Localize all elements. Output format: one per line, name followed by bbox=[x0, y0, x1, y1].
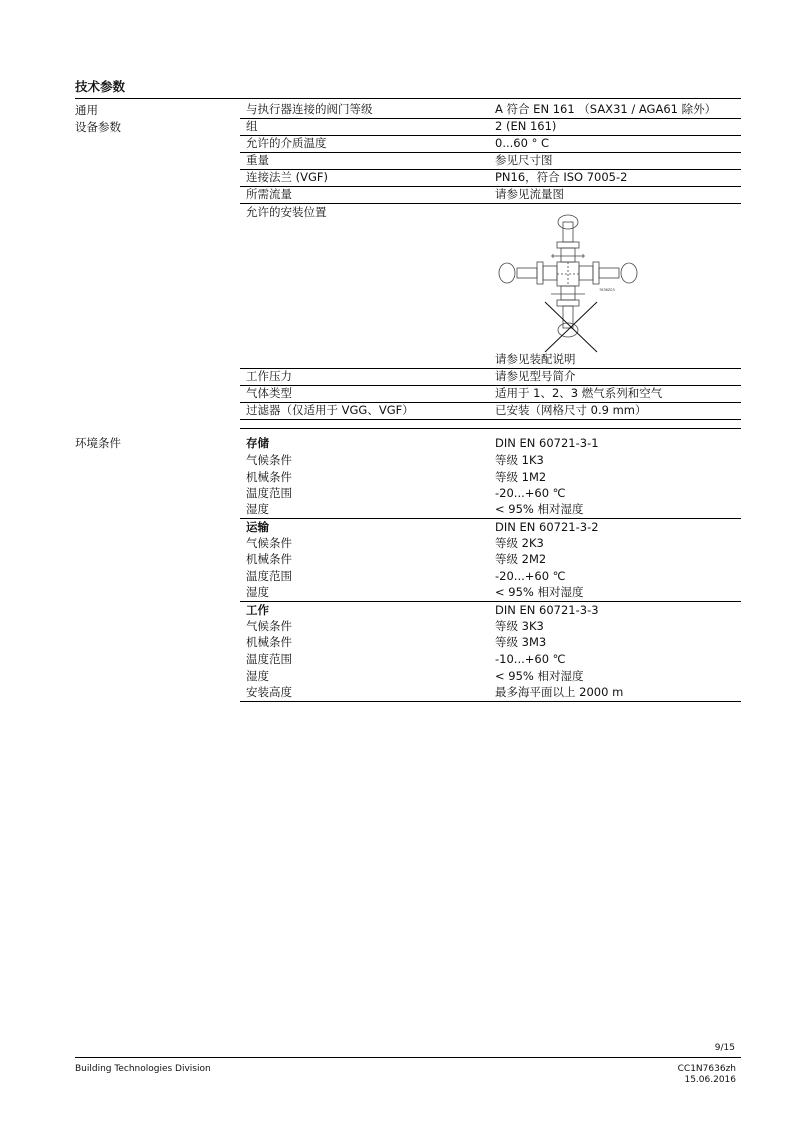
spec-key: 湿度 bbox=[246, 669, 269, 683]
spec-key: 气候条件 bbox=[246, 453, 292, 467]
env-group-title-storage bbox=[240, 435, 741, 452]
env-row bbox=[240, 618, 741, 635]
general-label: 通用 bbox=[75, 103, 98, 117]
spec-value: < 95% 相对湿度 bbox=[495, 669, 584, 683]
spec-key: 与执行器连接的阀门等级 bbox=[246, 102, 373, 116]
spec-row-pressure bbox=[240, 368, 741, 386]
env-group-standard: DIN EN 60721-3-1 bbox=[495, 436, 599, 450]
spec-row-medium-temp bbox=[240, 135, 741, 153]
spec-value: 等级 3K3 bbox=[495, 619, 544, 633]
spec-value: PN16，符合 ISO 7005-2 bbox=[495, 170, 628, 184]
spec-key: 组 bbox=[246, 119, 258, 133]
spec-row-filter bbox=[240, 402, 741, 420]
spec-value: -20...+60 ℃ bbox=[495, 486, 566, 500]
spec-value: 参见尺寸图 bbox=[495, 153, 553, 167]
device-params-label: 设备参数 bbox=[75, 120, 121, 134]
spec-row-valve-class bbox=[240, 101, 741, 119]
section-heading: 技术参数 bbox=[75, 79, 126, 94]
env-group-title-transport bbox=[240, 519, 741, 536]
env-group-title: 工作 bbox=[246, 603, 269, 617]
spec-value: -20...+60 ℃ bbox=[495, 569, 566, 583]
env-row bbox=[240, 469, 741, 486]
env-row bbox=[240, 568, 741, 585]
spec-row-mounting bbox=[240, 204, 741, 221]
spec-value: 等级 1M2 bbox=[495, 470, 547, 484]
spec-key: 允许的安装位置 bbox=[246, 205, 327, 219]
page-number: 9/15 bbox=[714, 1043, 735, 1053]
spec-row-flange bbox=[240, 169, 741, 187]
spec-key: 温度范围 bbox=[246, 652, 292, 666]
env-label: 环境条件 bbox=[75, 436, 121, 450]
spec-row-gas-type bbox=[240, 385, 741, 403]
spec-value: A 符合 EN 161 （SAX31 / AGA61 除外） bbox=[495, 102, 717, 116]
spec-value: < 95% 相对湿度 bbox=[495, 502, 584, 516]
spec-value: 0...60 ° C bbox=[495, 136, 550, 150]
footer-date: 15.06.2016 bbox=[684, 1075, 736, 1085]
spec-value: 2 (EN 161) bbox=[495, 119, 557, 133]
spec-value: 适用于 1、2、3 燃气系列和空气 bbox=[495, 386, 663, 400]
spec-key: 气候条件 bbox=[246, 536, 292, 550]
spec-key: 温度范围 bbox=[246, 486, 292, 500]
spec-key: 所需流量 bbox=[246, 187, 292, 201]
spec-key: 允许的介质温度 bbox=[246, 136, 327, 150]
env-row bbox=[240, 501, 741, 519]
spec-key: 重量 bbox=[246, 153, 269, 167]
env-row bbox=[240, 535, 741, 552]
spec-key: 机械条件 bbox=[246, 635, 292, 649]
env-group-title: 运输 bbox=[246, 520, 269, 534]
spec-value: 等级 1K3 bbox=[495, 453, 544, 467]
spec-key: 气体类型 bbox=[246, 386, 292, 400]
footer-rule bbox=[75, 1057, 741, 1058]
spec-key: 机械条件 bbox=[246, 552, 292, 566]
spec-key: 机械条件 bbox=[246, 470, 292, 484]
spec-key: 连接法兰 (VGF) bbox=[246, 170, 329, 184]
spec-key: 湿度 bbox=[246, 502, 269, 516]
spec-value: 最多海平面以上 2000 m bbox=[495, 685, 624, 699]
spec-key: 温度范围 bbox=[246, 569, 292, 583]
env-group-standard: DIN EN 60721-3-2 bbox=[495, 520, 599, 534]
spec-row-flow bbox=[240, 186, 741, 204]
spec-key: 工作压力 bbox=[246, 369, 292, 383]
env-row bbox=[240, 651, 741, 668]
env-row bbox=[240, 452, 741, 469]
env-row bbox=[240, 668, 741, 685]
section-divider bbox=[240, 428, 741, 429]
diagram-id-label: 7636Z03 bbox=[599, 288, 615, 292]
spec-row-weight bbox=[240, 152, 741, 170]
env-row bbox=[240, 684, 741, 702]
heading-rule bbox=[75, 98, 741, 99]
env-group-title: 存储 bbox=[246, 436, 269, 450]
spec-key: 过滤器（仅适用于 VGG、VGF） bbox=[246, 403, 414, 417]
spec-value: 等级 2M2 bbox=[495, 552, 547, 566]
spec-value: 请参见型号简介 bbox=[495, 369, 576, 383]
spec-value: 等级 3M3 bbox=[495, 635, 547, 649]
env-group-standard: DIN EN 60721-3-3 bbox=[495, 603, 599, 617]
spec-value: 请参见流量图 bbox=[495, 187, 564, 201]
env-group-title-operation bbox=[240, 602, 741, 619]
env-row bbox=[240, 584, 741, 602]
mounting-position-diagram bbox=[493, 212, 643, 354]
spec-key: 湿度 bbox=[246, 585, 269, 599]
spec-value: -10...+60 ℃ bbox=[495, 652, 566, 666]
footer-doc-id: CC1N7636zh bbox=[677, 1064, 736, 1074]
env-row bbox=[240, 634, 741, 651]
install-note: 请参见装配说明 bbox=[495, 352, 576, 366]
env-row bbox=[240, 551, 741, 568]
spec-value: 已安装（网格尺寸 0.9 mm） bbox=[495, 403, 647, 417]
spec-key: 安装高度 bbox=[246, 685, 292, 699]
env-row bbox=[240, 485, 741, 502]
footer-division: Building Technologies Division bbox=[75, 1064, 211, 1074]
spec-row-group bbox=[240, 118, 741, 136]
spec-value: 等级 2K3 bbox=[495, 536, 544, 550]
spec-value: < 95% 相对湿度 bbox=[495, 585, 584, 599]
spec-key: 气候条件 bbox=[246, 619, 292, 633]
